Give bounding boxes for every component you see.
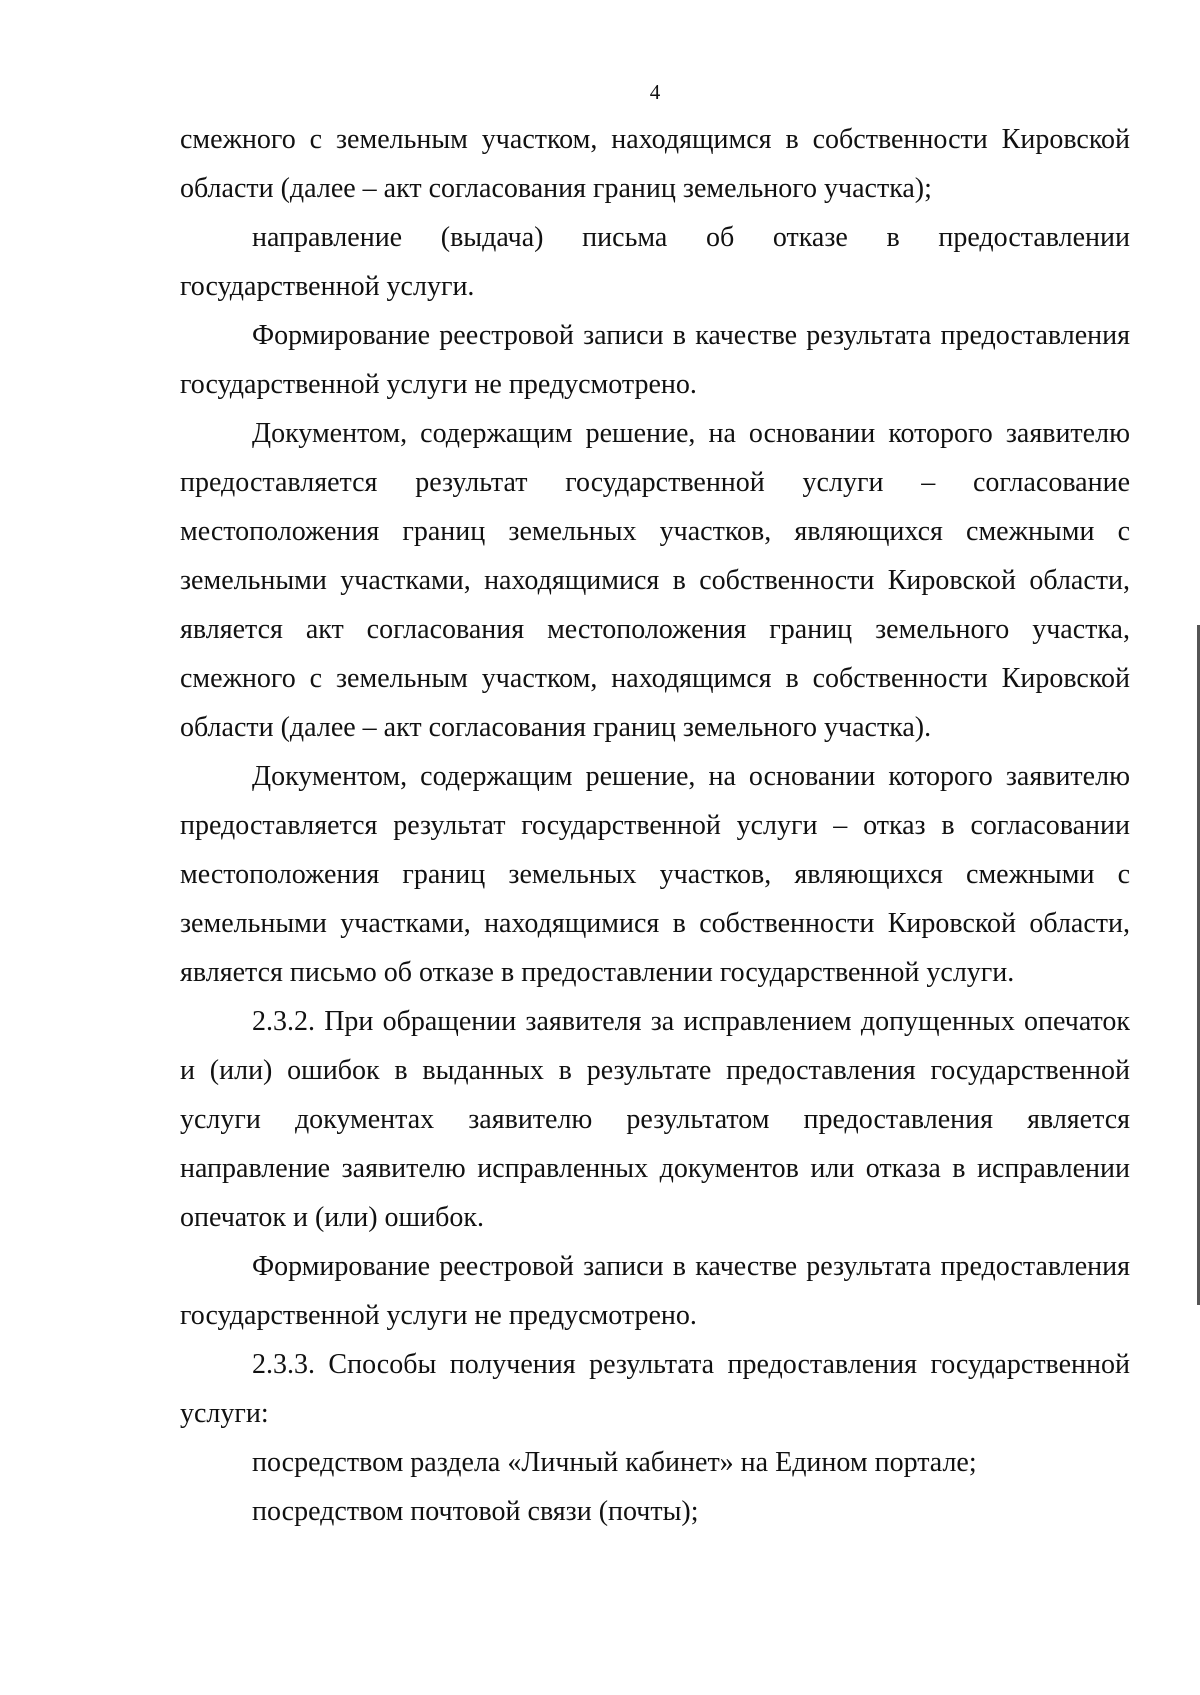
list-item-personal-account: посредством раздела «Личный кабинет» на Едином портале;: [252, 1447, 977, 1478]
page-number: 4: [649, 80, 661, 104]
paragraph-registry-record-2: Формирование реестровой записи в качестве результата предоставления государственной услуги не предусмотрено.: [180, 1251, 1130, 1331]
paragraph-refusal-letter: направление (выдача) письма об отказе в предоставлении государственной услуги.: [180, 222, 1130, 302]
paragraph-registry-record: Формирование реестровой записи в качестве результата предоставления государственной услуги не предусмотрено.: [180, 320, 1130, 400]
paragraph-refusal-document: Документом, содержащим решение, на основании которого заявителю предоставляется результат государственной услуги – отказ в согласовании местоположения границ земельных участков, являющихся смежными с земельными участками, находящимися в собственности Кировской области, является письмо об отказе в предоставлении государственной услуги.: [180, 761, 1130, 988]
list-item-postal: посредством почтовой связи (почты);: [252, 1496, 699, 1527]
paragraph-continuation: смежного с земельным участком, находящимся в собственности Кировской области (далее – акт согласования границ земельного участка);: [180, 124, 1130, 204]
paragraph-2-3-2: 2.3.2. При обращении заявителя за исправлением допущенных опечаток и (или) ошибок в выданных в результате предоставления государственной услуги документах заявителю результатом предоставления является направление заявителю исправленных документов или отказа в исправлении опечаток и (или) ошибок.: [180, 1006, 1130, 1233]
paragraph-approval-document: Документом, содержащим решение, на основании которого заявителю предоставляется результат государственной услуги – согласование местоположения границ земельных участков, являющихся смежными с земельными участками, находящимися в собственности Кировской области, является акт согласования местоположения границ земельного участка, смежного с земельным участком, находящимся в собственности Кировской области (далее – акт согласования границ земельного участка).: [180, 418, 1130, 743]
paragraph-2-3-3: 2.3.3. Способы получения результата предоставления государственной услуги:: [180, 1349, 1130, 1429]
document-body: [180, 115, 1130, 1536]
